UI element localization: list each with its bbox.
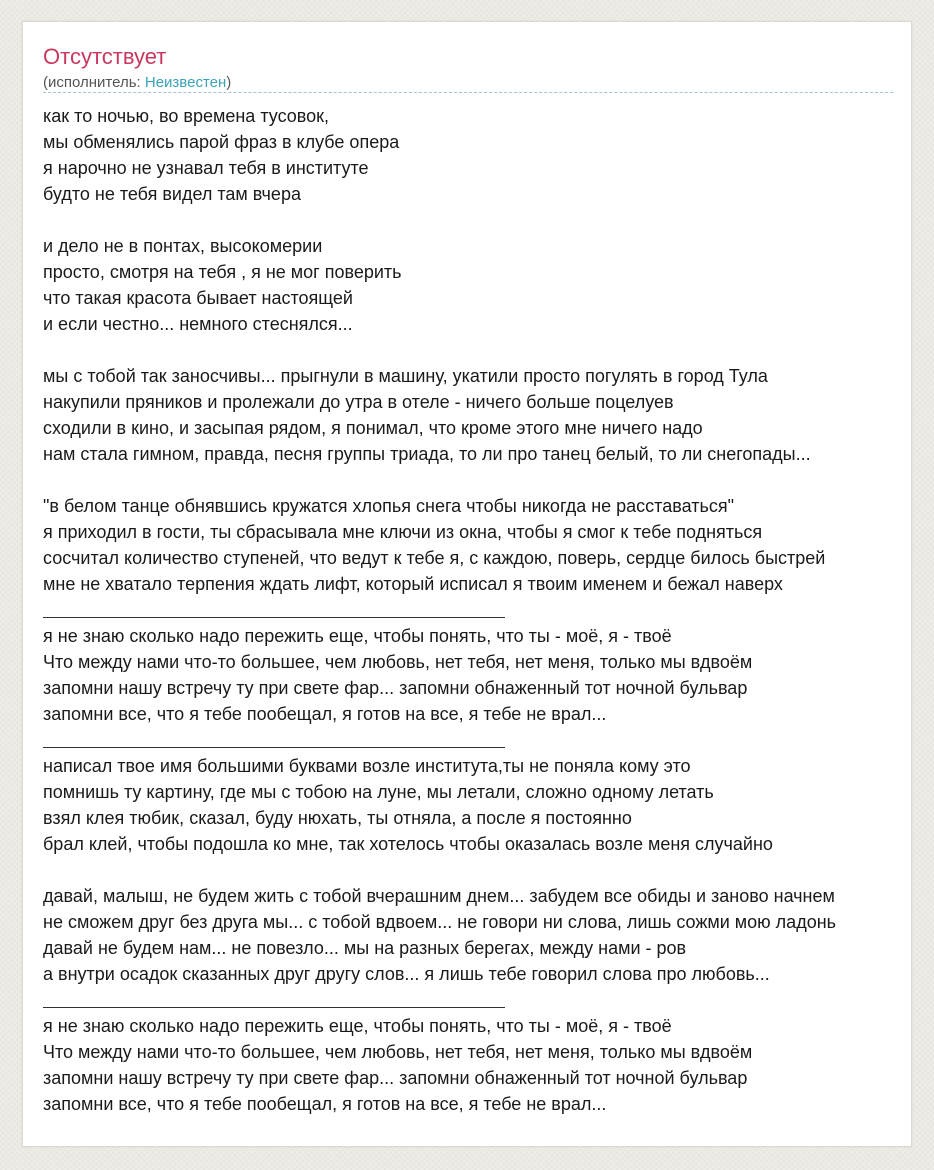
lyric-line: я нарочно не узнавал тебя в институте xyxy=(43,158,369,178)
lyrics-body xyxy=(43,103,912,1117)
artist-link[interactable]: Неизвестен xyxy=(144,74,227,91)
artist-suffix: ) xyxy=(226,74,232,91)
lyric-line: накупили пряников и пролежали до утра в отеле - ничего больше поцелуев xyxy=(43,392,674,412)
lyric-line: Что между нами что-то большее, чем любовь, нет тебя, нет меня, только мы вдвоём xyxy=(43,652,753,672)
blank-line xyxy=(43,337,912,363)
lyric-line: что такая красота бывает настоящей xyxy=(43,288,353,308)
lyric-line: запомни нашу встречу ту при свете фар... запомни обнаженный тот ночной бульвар xyxy=(43,1068,748,1088)
lyric-line: давай не будем нам... не повезло... мы на разных берегах, между нами - ров xyxy=(43,938,687,958)
artist-prefix: (исполнитель: xyxy=(43,74,145,91)
lyric-line: помнишь ту картину, где мы с тобою на луне, мы летали, сложно одному летать xyxy=(43,782,714,802)
lyric-line: как то ночью, во времена тусовок, xyxy=(43,106,330,126)
header-divider xyxy=(43,92,893,93)
song-title: Отсутствует xyxy=(43,44,167,69)
lyric-line: сходили в кино, и засыпая рядом, я понимал, что кроме этого мне ничего надо xyxy=(43,418,703,438)
lyric-line: написал твое имя большими буквами возле института,ты не поняла кому это xyxy=(43,756,691,776)
lyric-line: запомни нашу встречу ту при свете фар... запомни обнаженный тот ночной бульвар xyxy=(43,678,748,698)
lyric-line: давай, малыш, не будем жить с тобой вчерашним днем... забудем все обиды и заново начнем xyxy=(43,886,835,906)
separator-line xyxy=(43,727,912,753)
lyric-line: мы обменялись парой фраз в клубе опера xyxy=(43,132,400,152)
lyric-line: сосчитал количество ступеней, что ведут к тебе я, с каждою, поверь, сердце билось быстрей xyxy=(43,548,826,568)
lyric-line: мне не хватало терпения ждать лифт, который исписал я твоим именем и бежал наверх xyxy=(43,574,783,594)
separator-line xyxy=(43,597,912,623)
blank-line xyxy=(43,467,912,493)
lyric-line: а внутри осадок сказанных друг другу слов... я лишь тебе говорил слова про любовь... xyxy=(43,964,770,984)
lyric-line: не сможем друг без друга мы... с тобой вдвоем... не говори ни слова, лишь сожми мою ладонь xyxy=(43,912,837,932)
lyric-line: мы с тобой так заносчивы... прыгнули в машину, укатили просто погулять в город Тула xyxy=(43,366,768,386)
lyric-line: брал клей, чтобы подошла ко мне, так хотелось чтобы оказалась возле меня случайно xyxy=(43,834,773,854)
lyric-line: запомни все, что я тебе пообещал, я готов на все, я тебе не врал... xyxy=(43,704,607,724)
lyric-line: просто, смотря на тебя , я не мог поверить xyxy=(43,262,402,282)
lyric-line: я не знаю сколько надо пережить еще, чтобы понять, что ты - моё, я - твоё xyxy=(43,1016,672,1036)
separator-line xyxy=(43,987,912,1013)
lyric-line: взял клея тюбик, сказал, буду нюхать, ты отняла, а после я постоянно xyxy=(43,808,632,828)
lyric-line: будто не тебя видел там вчера xyxy=(43,184,301,204)
lyric-line: и дело не в понтах, высокомерии xyxy=(43,236,323,256)
lyric-line: я приходил в гости, ты сбрасывала мне ключи из окна, чтобы я смог к тебе подняться xyxy=(43,522,763,542)
blank-line xyxy=(43,857,912,883)
lyrics-card xyxy=(22,21,912,1147)
lyric-line: Что между нами что-то большее, чем любовь, нет тебя, нет меня, только мы вдвоём xyxy=(43,1042,753,1062)
lyric-line: запомни все, что я тебе пообещал, я готов на все, я тебе не врал... xyxy=(43,1094,607,1114)
lyric-line: и если честно... немного стеснялся... xyxy=(43,314,353,334)
lyric-line: "в белом танце обнявшись кружатся хлопья снега чтобы никогда не расставаться" xyxy=(43,496,734,516)
artist-line xyxy=(43,73,231,93)
blank-line xyxy=(43,207,912,233)
lyric-line: я не знаю сколько надо пережить еще, чтобы понять, что ты - моё, я - твоё xyxy=(43,626,672,646)
lyric-line: нам стала гимном, правда, песня группы триада, то ли про танец белый, то ли снегопады... xyxy=(43,444,811,464)
